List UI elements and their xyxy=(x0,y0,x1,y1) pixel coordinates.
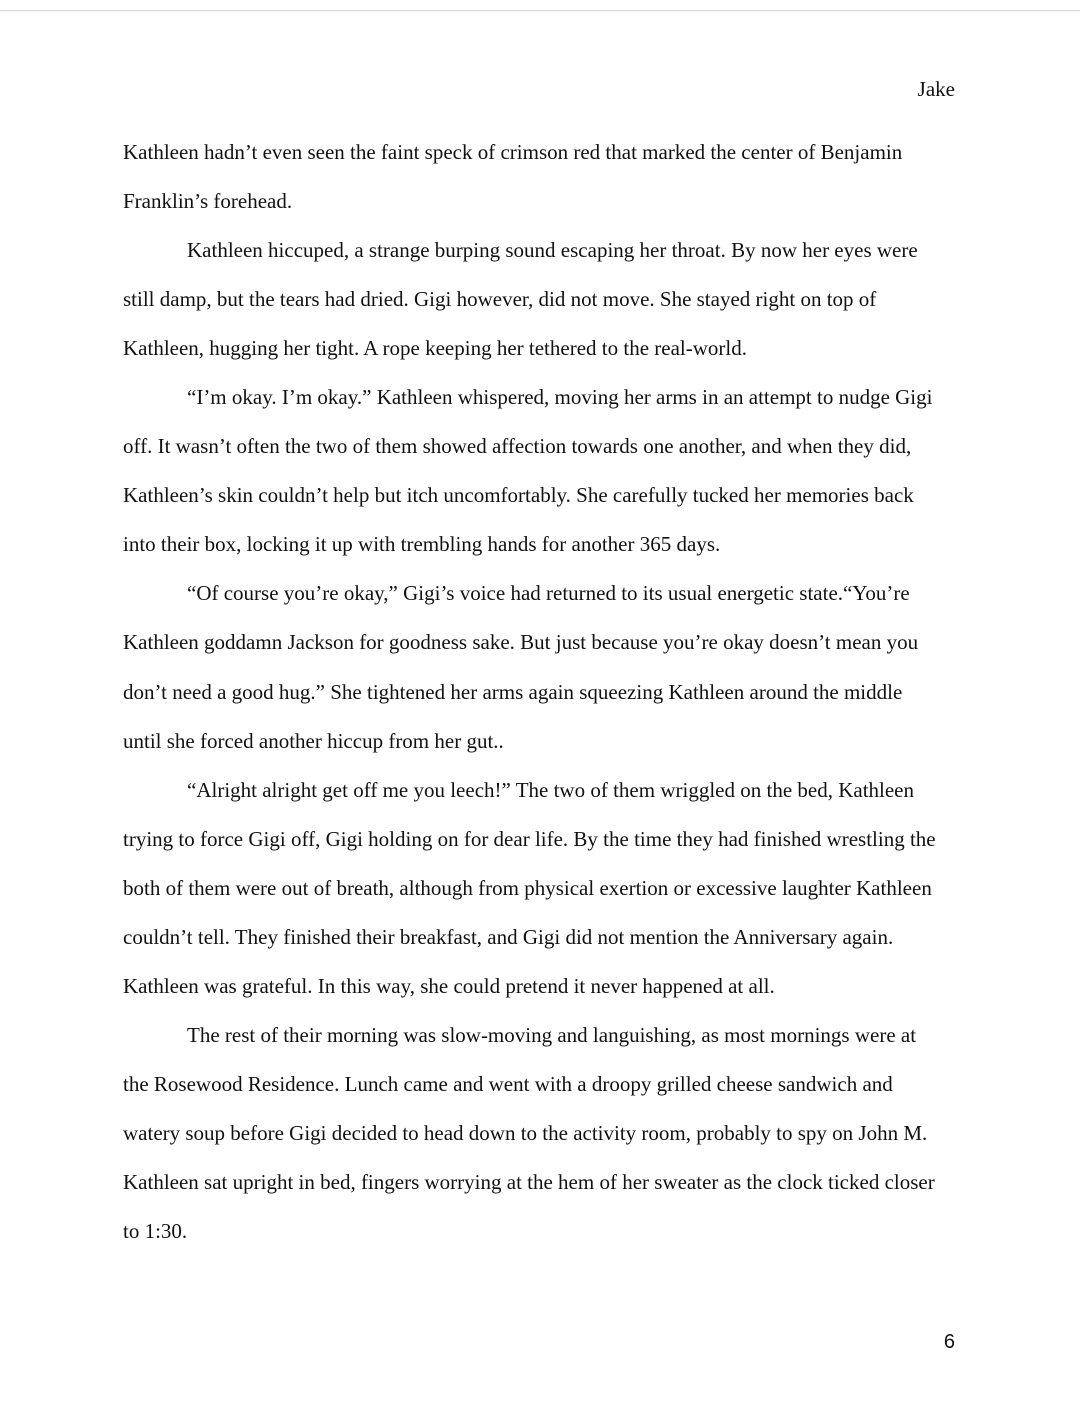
text-line: Kathleen hiccuped, a strange burping sound escaping her throat. By now her eyes were xyxy=(187,238,918,263)
text-line: into their box, locking it up with trembling hands for another 365 days. xyxy=(123,532,721,557)
paragraph-2 xyxy=(123,226,963,373)
text-line: The rest of their morning was slow-moving and languishing, as most mornings were at xyxy=(187,1022,917,1047)
paragraph-3 xyxy=(123,373,963,569)
text-line: Kathleen goddamn Jackson for goodness sake. But just because you’re okay doesn’t mean you xyxy=(123,630,919,655)
document-body xyxy=(123,128,963,1256)
page-header-author: Jake xyxy=(917,77,955,101)
text-line: the Rosewood Residence. Lunch came and went with a droopy grilled cheese sandwich and xyxy=(123,1071,893,1096)
text-line: trying to force Gigi off, Gigi holding on for dear life. By the time they had finished wrestling the xyxy=(123,826,936,851)
text-line: Franklin’s forehead. xyxy=(123,189,293,214)
paragraph-4 xyxy=(123,569,963,765)
text-line: “I’m okay. I’m okay.” Kathleen whispered, moving her arms in an attempt to nudge Gigi xyxy=(187,385,933,410)
text-line: both of them were out of breath, although from physical exertion or excessive laughter Kathleen xyxy=(123,875,932,900)
text-line: Kathleen was grateful. In this way, she could pretend it never happened at all. xyxy=(123,973,775,998)
text-line: off. It wasn’t often the two of them showed affection towards one another, and when they did, xyxy=(123,434,912,459)
paragraph-5 xyxy=(123,766,963,1011)
text-line: don’t need a good hug.” She tightened her arms again squeezing Kathleen around the middle xyxy=(123,679,903,704)
page-number: 6 xyxy=(943,1331,955,1353)
paragraph-1 xyxy=(123,128,963,226)
text-line: still damp, but the tears had dried. Gigi however, did not move. She stayed right on top of xyxy=(123,287,877,312)
text-line: Kathleen, hugging her tight. A rope keeping her tethered to the real-world. xyxy=(123,336,747,361)
paragraph-6 xyxy=(123,1011,963,1256)
text-line: Kathleen’s skin couldn’t help but itch uncomfortably. She carefully tucked her memories back xyxy=(123,483,914,508)
text-line: to 1:30. xyxy=(123,1219,188,1244)
text-line: Kathleen sat upright in bed, fingers worrying at the hem of her sweater as the clock ticked closer xyxy=(123,1169,935,1194)
text-line: “Of course you’re okay,” Gigi’s voice had returned to its usual energetic state.“You’re xyxy=(187,581,910,606)
text-line: watery soup before Gigi decided to head down to the activity room, probably to spy on John M. xyxy=(123,1120,928,1145)
text-line: Kathleen hadn’t even seen the faint speck of crimson red that marked the center of Benjamin xyxy=(123,140,903,164)
text-line: until she forced another hiccup from her gut.. xyxy=(123,728,504,753)
text-line: couldn’t tell. They finished their breakfast, and Gigi did not mention the Anniversary again. xyxy=(123,924,894,949)
text-line: “Alright alright get off me you leech!” The two of them wriggled on the bed, Kathleen xyxy=(187,777,915,802)
